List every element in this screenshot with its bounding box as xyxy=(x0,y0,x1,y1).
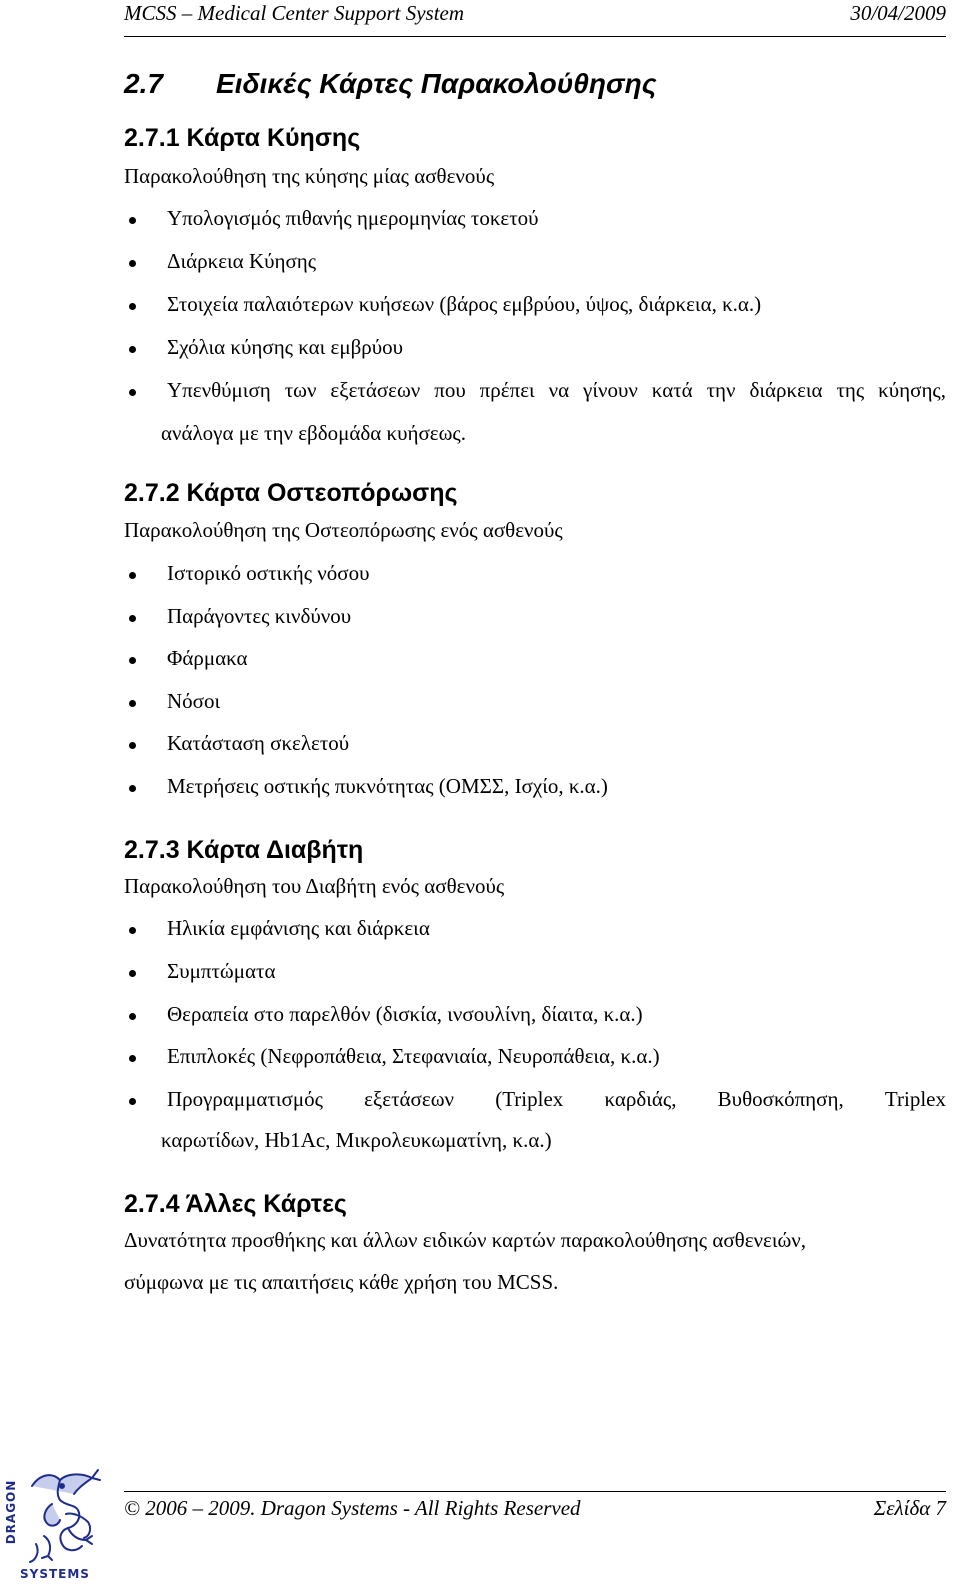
bullet-icon xyxy=(129,657,136,664)
logo-bottom-text: SYSTEMS xyxy=(20,1567,90,1581)
bullet-icon xyxy=(129,346,136,353)
section-title: Ειδικές Κάρτες Παρακολούθησης xyxy=(216,68,657,99)
subsection-heading-diabetes: 2.7.3 Κάρτα Διαβήτη xyxy=(124,836,364,864)
dragon-icon xyxy=(22,1464,104,1564)
subsection-intro: Παρακολούθηση του Διαβήτη ενός ασθενούς xyxy=(124,874,505,898)
subsection-heading-other: 2.7.4 Άλλες Κάρτες xyxy=(124,1190,347,1218)
section-number: 2.7 xyxy=(124,68,163,99)
bullet-icon xyxy=(129,700,136,707)
page-header xyxy=(124,0,946,37)
bullet-icon xyxy=(129,303,136,310)
subsection-heading-pregnancy: 2.7.1 Κάρτα Κύησης xyxy=(124,124,361,152)
header-title: MCSS – Medical Center Support System xyxy=(124,1,465,25)
subsection-intro: Παρακολούθηση της κύησης μίας ασθενούς xyxy=(124,164,495,188)
paragraph-line: Δυνατότητα προσθήκης και άλλων ειδικών καρτών παρακολούθησης ασθενειών, xyxy=(124,1228,807,1252)
logo-vertical-text: DRAGON xyxy=(4,1479,18,1545)
bullet-icon xyxy=(129,260,136,267)
bullet-icon xyxy=(129,785,136,792)
dragon-systems-logo xyxy=(0,1458,110,1586)
bullet-icon xyxy=(129,1013,136,1020)
bullet-icon xyxy=(129,615,136,622)
subsection-intro: Παρακολούθηση της Οστεοπόρωσης ενός ασθενούς xyxy=(124,518,563,542)
bullet-icon xyxy=(129,742,136,749)
bullet-icon xyxy=(129,389,136,396)
header-date: 30/04/2009 xyxy=(850,1,946,25)
paragraph-line: σύμφωνα με τις απαιτήσεις κάθε χρήση του MCSS. xyxy=(124,1270,559,1294)
footer-page-number: Σελίδα 7 xyxy=(873,1496,946,1520)
bullet-icon xyxy=(129,927,136,934)
subsection-heading-osteoporosis: 2.7.2 Κάρτα Οστεοπόρωσης xyxy=(124,479,458,507)
bullet-icon xyxy=(129,1098,136,1105)
footer-divider xyxy=(124,1491,946,1492)
bullet-icon xyxy=(129,572,136,579)
bullet-icon xyxy=(129,970,136,977)
bullet-icon xyxy=(129,217,136,224)
list-item-continuation: ανάλογα με την εβδομάδα κυήσεως. xyxy=(161,421,467,445)
list-item-continuation: καρωτίδων, Hb1Ac, Μικρολευκωματίνη, κ.α.) xyxy=(161,1128,552,1152)
section-heading xyxy=(124,68,657,100)
footer-copyright: © 2006 – 2009. Dragon Systems - All Rights Reserved xyxy=(124,1496,581,1520)
bullet-icon xyxy=(129,1055,136,1062)
